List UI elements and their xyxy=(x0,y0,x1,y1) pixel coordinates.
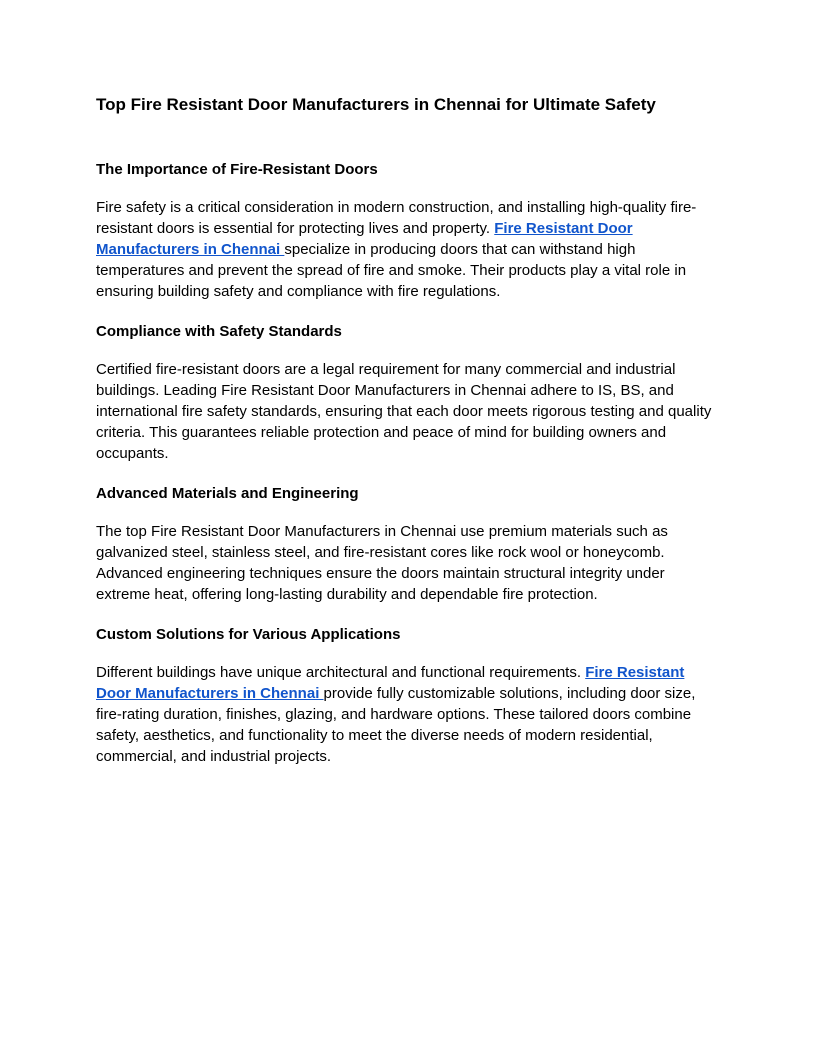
section-heading: Compliance with Safety Standards xyxy=(96,323,342,340)
inline-link[interactable]: Fire Resistant Door Manufacturers in Chennai xyxy=(96,664,685,702)
section-heading: Custom Solutions for Various Applications xyxy=(96,626,401,643)
section-heading: The Importance of Fire-Resistant Doors xyxy=(96,161,378,178)
paragraph-text: The top Fire Resistant Door Manufacturers in Chennai use premium materials such as galvanized steel, stainless steel, and fire-resistant cores like rock wool or honeycomb. Advanced engineering techniques ensure the doors maintain structural integrity under extreme heat, offering long-lasting durability and dependable fire protection. xyxy=(96,523,668,603)
paragraph-text: provide fully customizable solutions, including door size, fire-rating duration, finishes, glazing, and hardware options. These tailored doors combine safety, aesthetics, and functionality to meet the diverse needs of modern residential, commercial, and industrial projects. xyxy=(96,685,696,765)
document-body xyxy=(96,159,720,767)
paragraph-text: Different buildings have unique architectural and functional requirements. xyxy=(96,664,586,681)
paragraph-text: Certified fire-resistant doors are a legal requirement for many commercial and industrial buildings. Leading Fire Resistant Door Manufacturers in Chennai adhere to IS, BS, and international fire safety standards, ensuring that each door meets rigorous testing and quality criteria. This guarantees reliable protection and peace of mind for building owners and occupants. xyxy=(96,361,712,462)
section-paragraph xyxy=(96,197,720,302)
section-paragraph xyxy=(96,359,720,464)
document-title: Top Fire Resistant Door Manufacturers in Chennai for Ultimate Safety xyxy=(96,95,656,114)
section-paragraph xyxy=(96,521,720,605)
paragraph-text: Fire safety is a critical consideration in modern construction, and installing high-quality fire-resistant doors is essential for protecting lives and property. xyxy=(96,199,697,237)
section-paragraph xyxy=(96,662,720,767)
inline-link[interactable]: Fire Resistant Door Manufacturers in Chennai xyxy=(96,220,633,258)
section-heading: Advanced Materials and Engineering xyxy=(96,485,359,502)
paragraph-text: specialize in producing doors that can withstand high temperatures and prevent the spread of fire and smoke. Their products play a vital role in ensuring building safety and compliance with fire regulations. xyxy=(96,241,687,300)
